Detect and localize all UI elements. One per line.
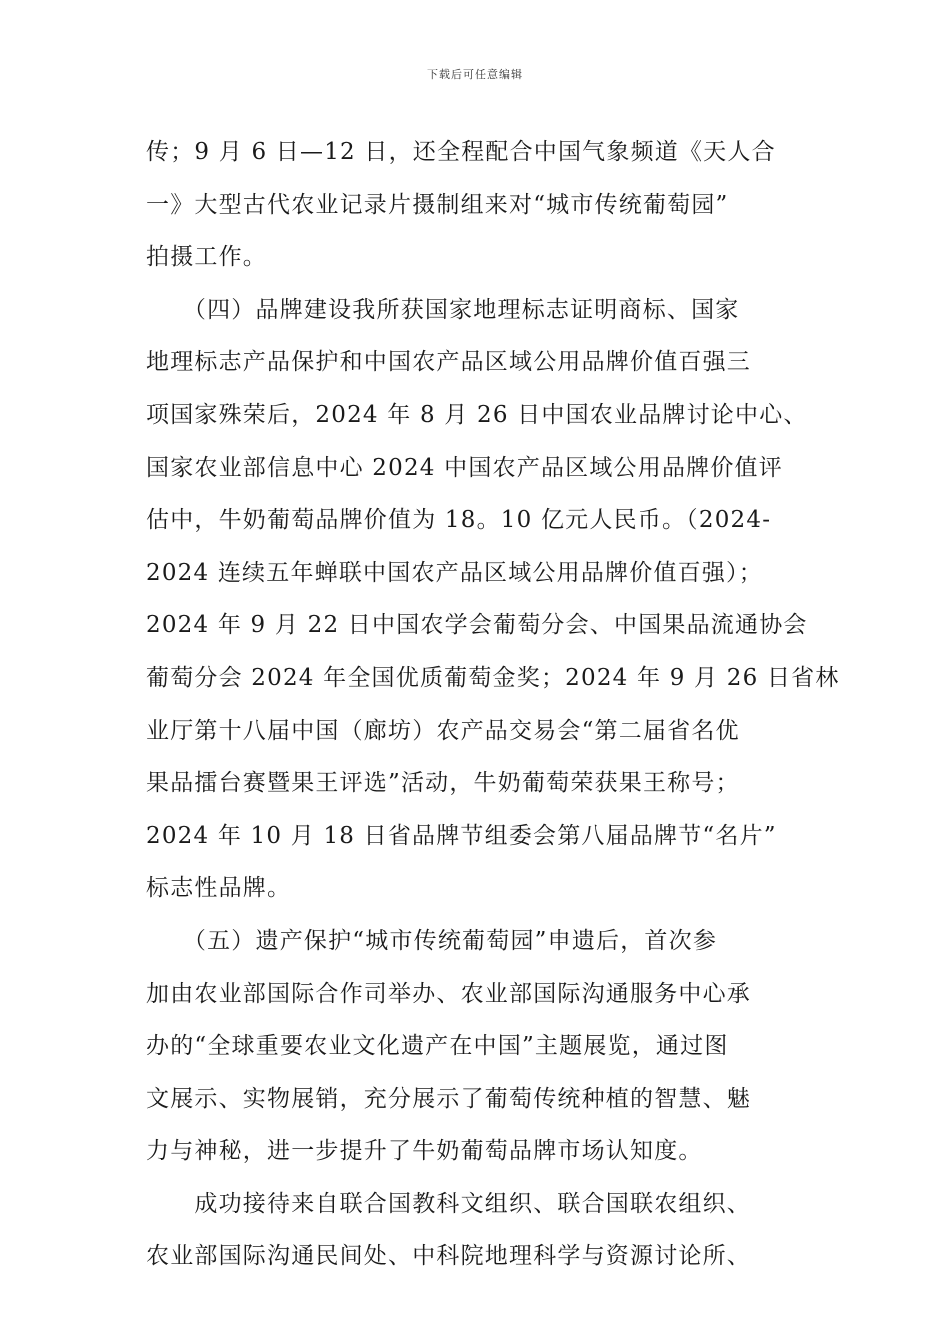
text-line: 2024 连续五年蝉联中国农产品区域公用品牌价值百强）；: [146, 559, 763, 586]
text-line: 葡萄分会 2024 年全国优质葡萄金奖；2024 年 9 月 26 日省林: [146, 664, 840, 691]
text-line: 力与神秘，进一步提升了牛奶葡萄品牌市场认知度。: [146, 1138, 703, 1165]
text-line: 国家农业部信息中心 2024 中国农产品区域公用品牌价值评: [146, 454, 783, 481]
text-line: 项国家殊荣后，2024 年 8 月 26 日中国农业品牌讨论中心、: [146, 401, 808, 428]
text-line: （五）遗产保护“城市传统葡萄园”申遗后，首次参: [146, 927, 718, 954]
text-line: 标志性品牌。: [146, 875, 292, 902]
text-line: 业厅第十八届中国（廊坊）农产品交易会“第二届省名优: [146, 717, 740, 744]
document-body: [146, 126, 840, 1283]
text-line: 加由农业部国际合作司举办、农业部国际沟通服务中心承: [146, 980, 751, 1007]
text-line: 拍摄工作。: [146, 244, 267, 271]
text-line: 传；9 月 6 日—12 日，还全程配合中国气象频道《天人合: [146, 139, 776, 165]
text-line: 果品擂台赛暨果王评选”活动，牛奶葡萄荣获果王称号；: [146, 770, 740, 797]
text-line: 成功接待来自联合国教科文组织、联合国联农组织、: [146, 1190, 751, 1217]
text-line: 办的“全球重要农业文化遗产在中国”主题展览，通过图: [146, 1033, 729, 1060]
text-line: 估中，牛奶葡萄品牌价值为 18。10 亿元人民币。（2024-: [146, 507, 772, 534]
text-line: 农业部国际沟通民间处、中科院地理科学与资源讨论所、: [146, 1243, 751, 1270]
text-line: （四）品牌建设我所获国家地理标志证明商标、国家: [146, 296, 740, 323]
text-line: 2024 年 10 月 18 日省品牌节组委会第八届品牌节“名片”: [146, 822, 777, 849]
page-header: 下载后可任意编辑: [427, 68, 523, 81]
text-line: 一》大型古代农业记录片摄制组来对“城市传统葡萄园”: [146, 191, 729, 218]
text-line: 2024 年 9 月 22 日中国农学会葡萄分会、中国果品流通协会: [146, 612, 808, 639]
text-line: 地理标志产品保护和中国农产品区域公用品牌价值百强三: [146, 349, 751, 376]
text-line: 文展示、实物展销，充分展示了葡萄传统种植的智慧、魅: [146, 1085, 751, 1112]
